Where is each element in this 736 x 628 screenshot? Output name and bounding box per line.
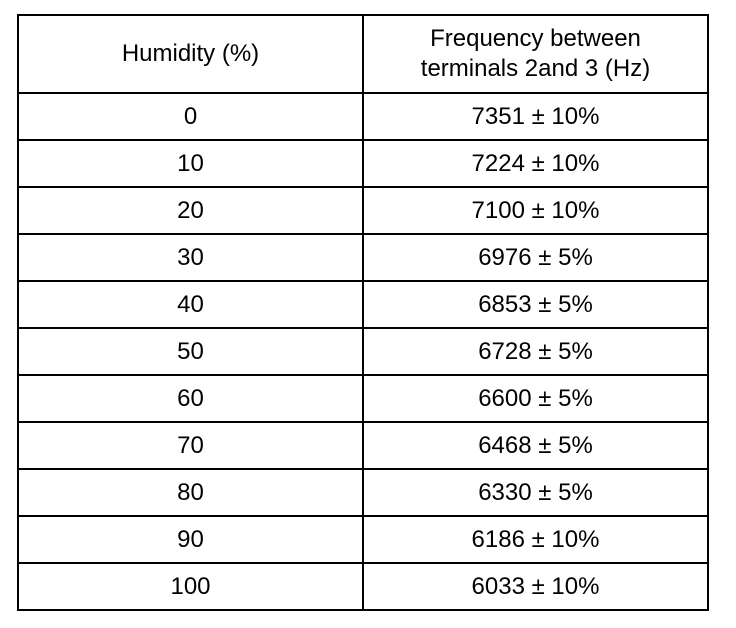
- frequency-cell: 6330 ± 5%: [363, 469, 708, 516]
- humidity-cell: 80: [18, 469, 363, 516]
- frequency-cell: 6186 ± 10%: [363, 516, 708, 563]
- humidity-cell: 70: [18, 422, 363, 469]
- table-row: [18, 234, 708, 281]
- table-row: [18, 563, 708, 610]
- table-row: [18, 516, 708, 563]
- humidity-cell: 10: [18, 140, 363, 187]
- header-frequency: Frequency between terminals 2and 3 (Hz): [363, 15, 708, 93]
- humidity-frequency-table: [17, 14, 709, 611]
- frequency-cell: 7100 ± 10%: [363, 187, 708, 234]
- table-row: [18, 93, 708, 140]
- humidity-cell: 40: [18, 281, 363, 328]
- table-row: [18, 281, 708, 328]
- table-header-row: [18, 15, 708, 93]
- frequency-cell: 6600 ± 5%: [363, 375, 708, 422]
- frequency-cell: 6468 ± 5%: [363, 422, 708, 469]
- humidity-cell: 50: [18, 328, 363, 375]
- table-row: [18, 140, 708, 187]
- humidity-cell: 100: [18, 563, 363, 610]
- table-row: [18, 422, 708, 469]
- header-humidity: Humidity (%): [18, 15, 363, 93]
- frequency-cell: 6976 ± 5%: [363, 234, 708, 281]
- humidity-cell: 90: [18, 516, 363, 563]
- humidity-cell: 30: [18, 234, 363, 281]
- frequency-cell: 6728 ± 5%: [363, 328, 708, 375]
- table-row: [18, 375, 708, 422]
- table-container: [17, 14, 707, 611]
- table-row: [18, 187, 708, 234]
- humidity-cell: 20: [18, 187, 363, 234]
- humidity-cell: 60: [18, 375, 363, 422]
- table-row: [18, 469, 708, 516]
- frequency-cell: 6853 ± 5%: [363, 281, 708, 328]
- humidity-cell: 0: [18, 93, 363, 140]
- frequency-cell: 6033 ± 10%: [363, 563, 708, 610]
- table-row: [18, 328, 708, 375]
- frequency-cell: 7224 ± 10%: [363, 140, 708, 187]
- frequency-cell: 7351 ± 10%: [363, 93, 708, 140]
